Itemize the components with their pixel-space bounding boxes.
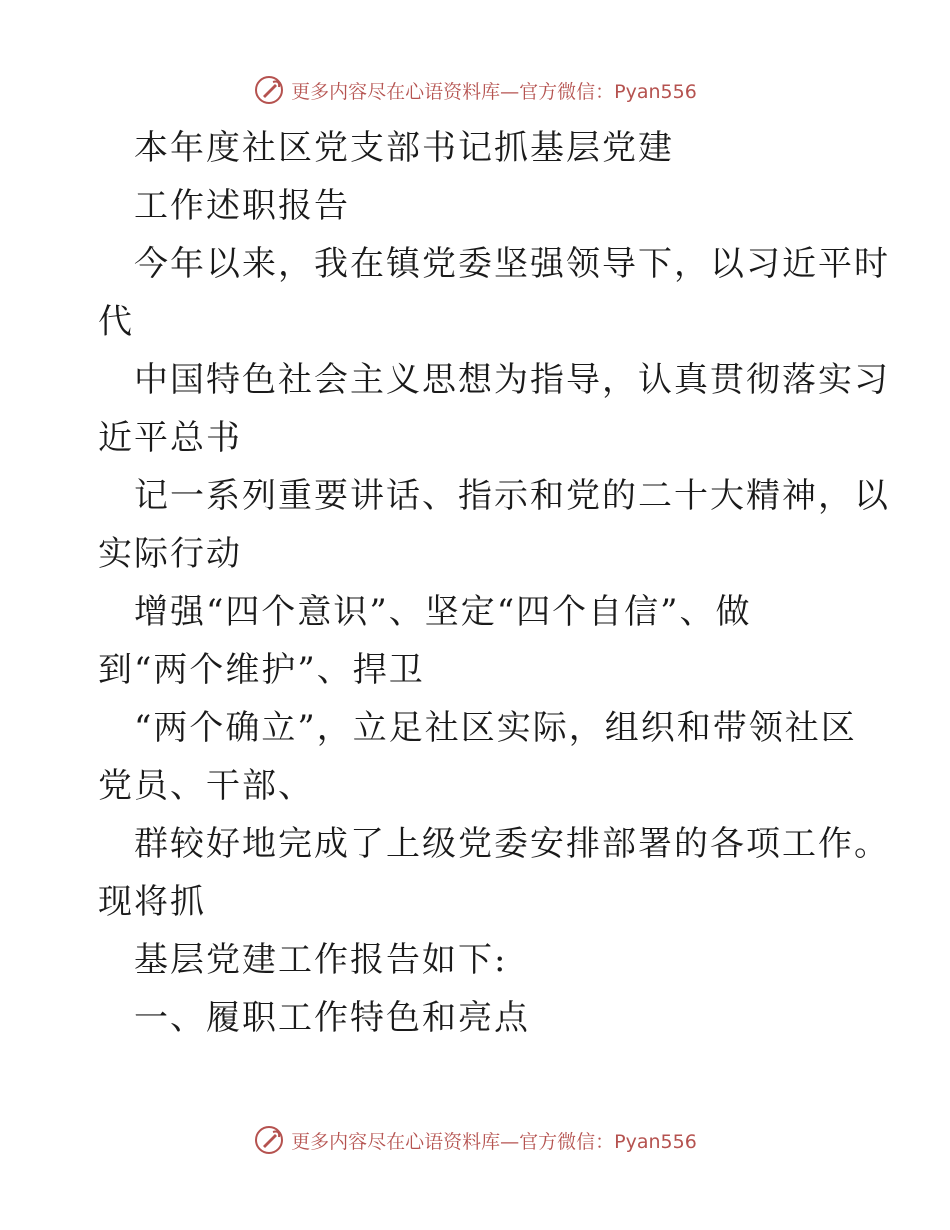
- watermark-id: Pyan556: [614, 80, 697, 103]
- quill-pen-logo-icon: [253, 1124, 285, 1156]
- header-watermark: [0, 70, 950, 110]
- paragraph-line: 实际行动: [98, 534, 242, 574]
- paragraph-line: 记一系列重要讲话、指示和党的二十大精神，以: [134, 476, 890, 516]
- section-heading: 一、履职工作特色和亮点: [134, 998, 530, 1038]
- paragraph-line: 基层党建工作报告如下:: [134, 940, 508, 980]
- paragraph-line: 到“两个维护”、捍卫: [98, 650, 425, 690]
- watermark-text: [291, 1127, 697, 1154]
- watermark-id: Pyan556: [614, 1130, 697, 1153]
- paragraph-line: 近平总书: [98, 418, 242, 458]
- watermark-text-cn: 更多内容尽在心语资料库—官方微信：: [291, 1130, 615, 1153]
- paragraph-line: 今年以来，我在镇党委坚强领导下，以习近平时: [134, 244, 890, 284]
- paragraph-line: 党员、干部、: [98, 766, 314, 806]
- document-title-line-1: 本年度社区党支部书记抓基层党建: [134, 128, 674, 168]
- paragraph-line: 群较好地完成了上级党委安排部署的各项工作。: [134, 824, 890, 864]
- paragraph-line: “两个确立”，立足社区实际，组织和带领社区: [134, 708, 857, 748]
- paragraph-line: 现将抓: [98, 882, 206, 922]
- quill-pen-logo-icon: [253, 74, 285, 106]
- document-title-line-2: 工作述职报告: [134, 186, 350, 226]
- paragraph-line: 代: [98, 302, 134, 342]
- footer-watermark: [0, 1120, 950, 1160]
- watermark-text-cn: 更多内容尽在心语资料库—官方微信：: [291, 80, 615, 103]
- paragraph-line: 增强“四个意识”、坚定“四个自信”、做: [134, 592, 752, 632]
- paragraph-line: 中国特色社会主义思想为指导，认真贯彻落实习: [134, 360, 890, 400]
- watermark-text: [291, 77, 697, 104]
